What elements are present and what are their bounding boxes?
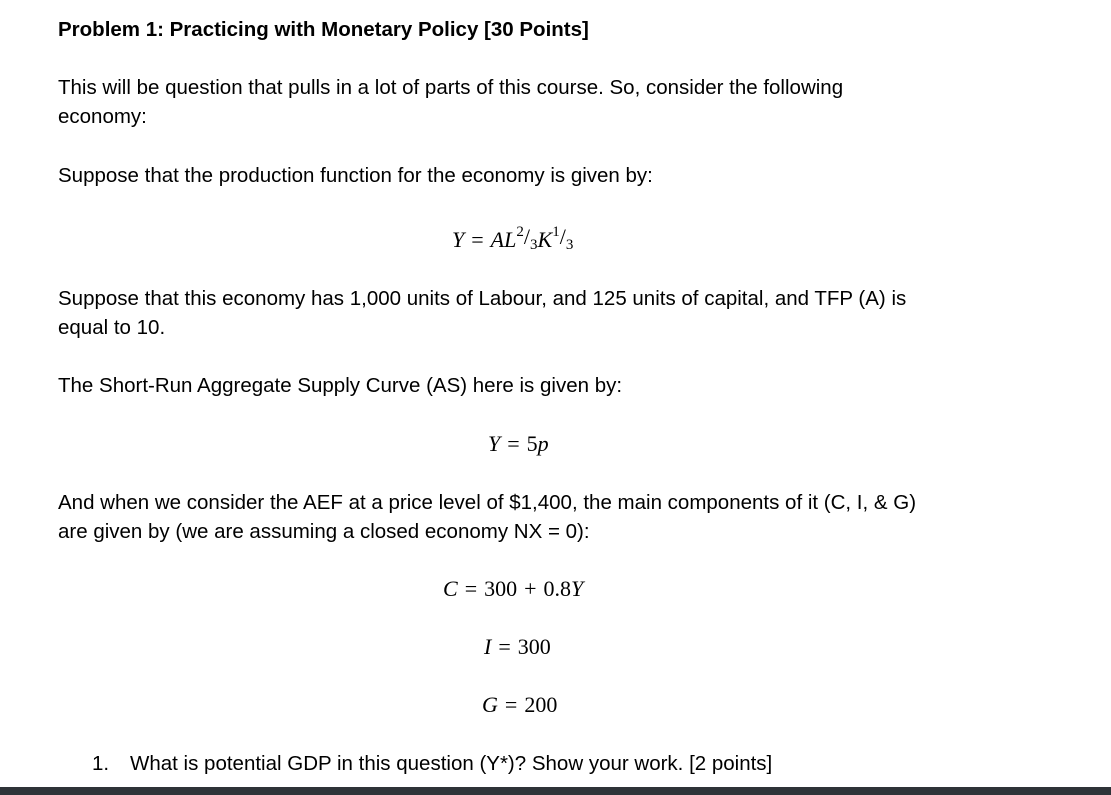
economy-line-2: equal to 10. xyxy=(58,316,166,339)
l-exponent: 2/3 xyxy=(516,224,538,253)
intro-line-2: economy: xyxy=(58,105,147,128)
government-equation: G = 200 xyxy=(482,692,558,717)
economy-line-1: Suppose that this economy has 1,000 units of Labour, and 125 units of capital, and TFP (A) is xyxy=(58,287,907,310)
eq-k: K xyxy=(537,227,553,252)
question-1-number: 1. xyxy=(92,752,110,775)
consumption-equation: C = 300 + 0.8Y xyxy=(443,576,584,601)
question-1-text: What is potential GDP in this question (Y*)? Show your work. [2 points] xyxy=(130,752,773,775)
investment-equation: I = 300 xyxy=(484,634,551,659)
intro-line-1: This will be question that pulls in a lot of parts of this course. So, consider the following xyxy=(58,76,844,99)
bottom-bar xyxy=(0,787,1111,795)
k-exponent: 1/3 xyxy=(552,224,574,253)
production-function-intro: Suppose that the production function for the economy is given by: xyxy=(58,164,653,187)
eq-equals: = xyxy=(471,227,484,252)
as-equation: Y = 5p xyxy=(488,431,549,456)
aef-line-1: And when we consider the AEF at a price level of $1,400, the main components of it (C, I, & G) xyxy=(58,491,917,514)
eq-y: Y xyxy=(452,227,465,252)
eq-a: A xyxy=(490,227,505,252)
eq-l: L xyxy=(504,227,517,252)
as-curve-intro: The Short-Run Aggregate Supply Curve (AS) here is given by: xyxy=(58,374,623,397)
aef-line-2: are given by (we are assuming a closed economy NX = 0): xyxy=(58,520,590,543)
production-function-equation xyxy=(452,225,573,258)
problem-heading: Problem 1: Practicing with Monetary Policy [30 Points] xyxy=(58,18,589,41)
question-1 xyxy=(92,749,772,778)
